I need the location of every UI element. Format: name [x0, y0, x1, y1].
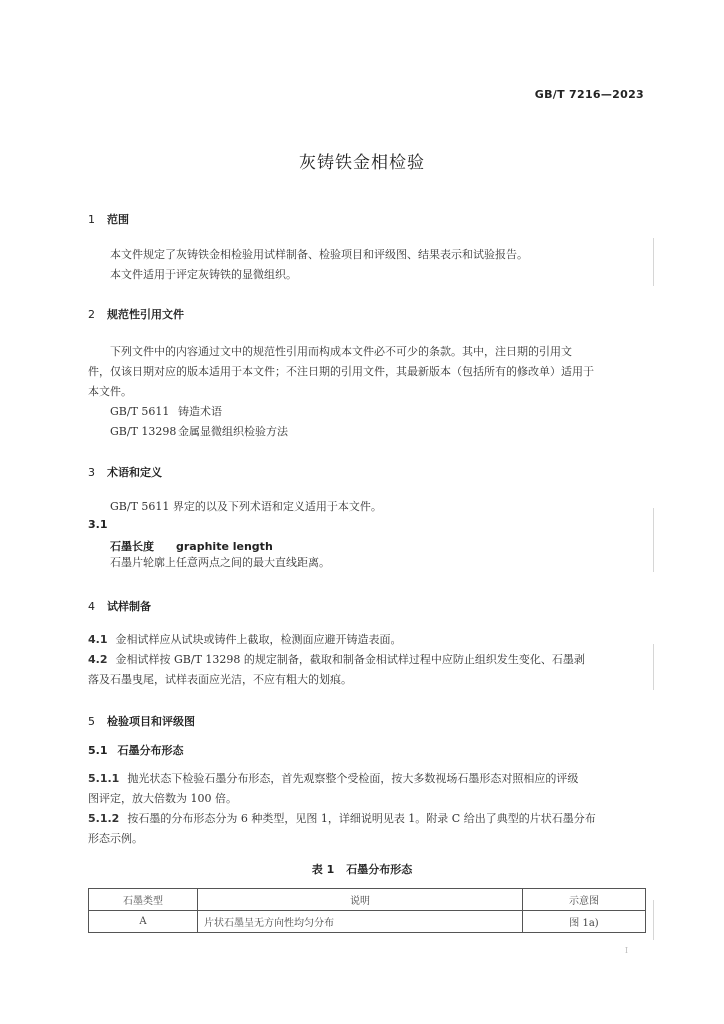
- term-number: 3.1: [88, 518, 108, 531]
- reference-code: GB/T 5611: [110, 405, 170, 418]
- cell-diagram: 图 1a): [523, 911, 646, 933]
- margin-mark: [653, 644, 654, 690]
- section-5-heading: [88, 713, 195, 729]
- table-number: 表 1: [311, 863, 335, 876]
- term-definition: 石墨片轮廓上任意两点之间的最大直线距离。: [110, 556, 330, 569]
- clause-text: 金相试样应从试块或铸件上截取，检测面应避开铸造表面。: [115, 633, 402, 646]
- term-chinese: 石墨长度: [110, 540, 154, 553]
- reference-name: 铸造术语: [178, 405, 222, 418]
- graphite-distribution-table: [88, 888, 646, 933]
- clause-4-2-line-2: 落及石墨曳尾，试样表面应光洁，不应有粗大的划痕。: [88, 673, 352, 686]
- margin-mark: [653, 900, 654, 940]
- section-title: 检验项目和评级图: [107, 715, 195, 728]
- section-title: 范围: [107, 213, 129, 226]
- section-number: 3: [88, 466, 95, 479]
- section-3-intro: GB/T 5611 界定的以及下列术语和定义适用于本文件。: [110, 500, 382, 513]
- section-4-heading: [88, 598, 151, 614]
- section-2-heading: [88, 306, 184, 322]
- margin-mark: [653, 238, 654, 286]
- section-title: 术语和定义: [107, 466, 162, 479]
- section-1-para-1: 本文件规定了灰铸铁金相检验用试样制备、检验项目和评级图、结果表示和试验报告。: [110, 248, 528, 261]
- section-number: 5: [88, 715, 95, 728]
- term-english: graphite length: [176, 540, 273, 553]
- section-title: 试样制备: [107, 600, 151, 613]
- clause-5-1-2-line-2: 形态示例。: [88, 832, 143, 845]
- clause-4-2-line-1: [88, 649, 648, 670]
- clause-5-1-1-line-2: 图评定，放大倍数为 100 倍。: [88, 792, 237, 805]
- section-2-intro-line-2: 件，仅该日期对应的版本适用于本文件；不注日期的引用文件，其最新版本（包括所有的修改单）适用于: [88, 365, 594, 378]
- clause-5-1-1-line-1: [88, 768, 648, 789]
- section-3-heading: [88, 464, 162, 480]
- header-description: 说明: [198, 889, 523, 911]
- normative-reference: [110, 403, 222, 419]
- reference-code: GB/T 13298: [110, 425, 177, 438]
- subsection-5-1-heading: [88, 742, 184, 758]
- section-number: 1: [88, 213, 95, 226]
- section-number: 2: [88, 308, 95, 321]
- clause-number: 4.1: [88, 633, 108, 646]
- section-1-heading: [88, 211, 129, 227]
- margin-mark: [653, 508, 654, 572]
- document-title: 灰铸铁金相检验: [299, 153, 425, 173]
- page-mark: I: [624, 946, 628, 955]
- table-caption: 石墨分布形态: [346, 863, 413, 876]
- table-row: [89, 911, 646, 933]
- clause-number: 4.2: [88, 653, 108, 666]
- subsection-title: 石墨分布形态: [117, 744, 184, 757]
- normative-reference: [110, 423, 288, 439]
- section-title: 规范性引用文件: [107, 308, 184, 321]
- section-2-intro-line-1: 下列文件中的内容通过文中的规范性引用而构成本文件必不可少的条款。其中，注日期的引用文: [110, 345, 572, 358]
- clause-text: 抛光状态下检验石墨分布形态，首先观察整个受检面，按大多数视场石墨形态对照相应的评级: [127, 772, 579, 785]
- clause-number: 5.1.1: [88, 772, 120, 785]
- section-number: 4: [88, 600, 95, 613]
- clause-5-1-2-line-1: [88, 808, 648, 829]
- clause-number: 5.1.2: [88, 812, 120, 825]
- section-2-intro-line-3: 本文件。: [88, 385, 132, 398]
- cell-graphite-type: A: [89, 911, 198, 933]
- header-graphite-type: 石墨类型: [89, 889, 198, 911]
- section-1-para-2: 本文件适用于评定灰铸铁的显微组织。: [110, 268, 297, 281]
- reference-name: 金属显微组织检验方法: [178, 425, 288, 438]
- clause-4-1: [88, 629, 648, 650]
- clause-text: 按石墨的分布形态分为 6 种类型，见图 1，详细说明见表 1。附录 C 给出了典型的片状石墨分布: [127, 812, 596, 825]
- subsection-number: 5.1: [88, 744, 108, 757]
- header-diagram: 示意图: [523, 889, 646, 911]
- clause-text: 金相试样按 GB/T 13298 的规定制备，截取和制备金相试样过程中应防止组织发生变化、石墨剥: [115, 653, 585, 666]
- table-header-row: [89, 889, 646, 911]
- cell-description: 片状石墨呈无方向性均匀分布: [198, 911, 523, 933]
- table-title: [0, 861, 724, 877]
- standard-code: GB/T 7216—2023: [534, 88, 644, 101]
